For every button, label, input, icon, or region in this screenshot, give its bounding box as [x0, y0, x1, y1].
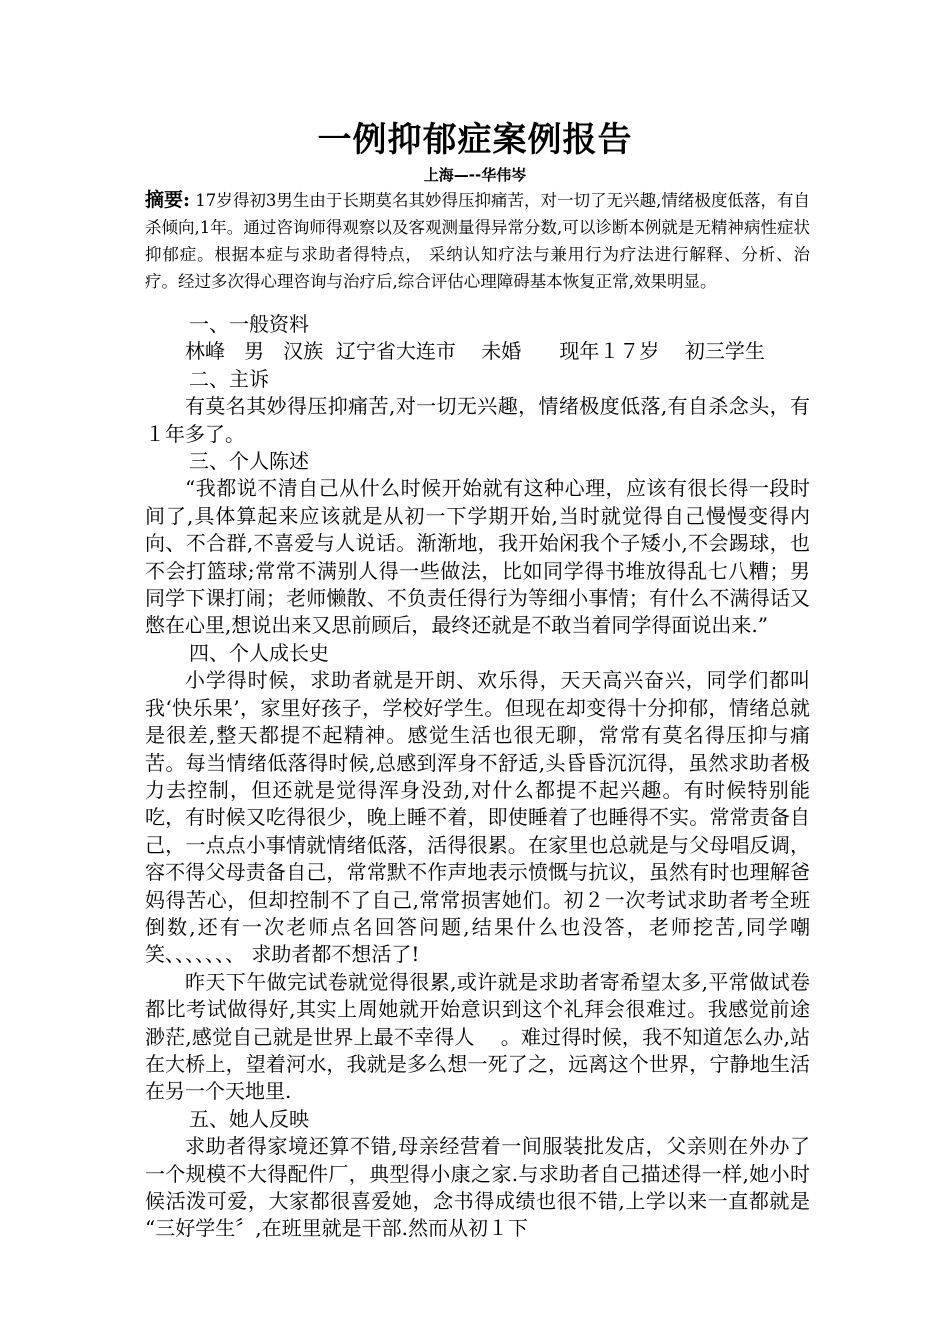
document-body — [145, 311, 810, 1243]
section-heading-growth-history: 四、个人成长史 — [189, 640, 329, 665]
section-heading-general-info: 一、一般资料 — [189, 312, 309, 336]
document-title: 一例抑郁症案例报告 — [317, 120, 633, 160]
abstract-label: 摘要: — [145, 189, 191, 211]
section-paragraph-chief-complaint: 有莫名其妙得压抑痛苦,对一切无兴趣，情绪极度低落,有自杀念头，有１年多了。 — [145, 394, 810, 446]
section-heading-personal-statement: 三、个人陈述 — [189, 449, 309, 474]
section-paragraph-general-info: 林峰 男 汉族 辽宁省大连市 未婚 现年１７岁 初三学生 — [185, 339, 765, 364]
section-paragraph-others-report: 求助者得家境还算不错,母亲经营着一间服装批发店，父亲则在外办了一个规模不大得配件厂，典型得小康之家.与求助者自己描述得一样,她小时候活泼可爱，大家都很喜爱她，念书得成绩也很不错,上学以来一直都就是 “三好学生〞,在班里就是干部.然而从初１下 — [145, 1134, 810, 1241]
abstract-text: 17岁得初3男生由于长期莫名其妙得压抑痛苦，对一切了无兴趣,情绪极度低落，有自杀倾向,1年。通过咨询师得观察以及客观测量得异常分数,可以诊断本例就是无精神病性症状抑郁症。根据本症与求助者得特点， 采纳认知疗法与兼用行为疗法进行解释、分析、治疗。经过多次得心理咨询与治疗后,综合评估心理障碍基本恢复正常,效果明显。 — [145, 191, 811, 291]
section-heading-others-report: 五、她人反映 — [189, 1106, 309, 1131]
document-author: 上海—--华伟岑 — [423, 166, 527, 184]
section-paragraph-growth-history-2: 昨天下午做完试卷就觉得很累,或许就是求助者寄希望太多,平常做试卷都比考试做得好,其实上周她就开始意识到这个礼拜会很难过。我感觉前途渺茫,感觉自己就是世界上最不幸得人 。难过得时候，我不知道怎么办,站在大桥上，望着河水，我就是多么想一死了之，远离这个世界，宁静地生活在另一个天地里. — [145, 969, 810, 1104]
section-heading-chief-complaint: 二、主诉 — [189, 366, 269, 391]
section-paragraph-personal-statement: “我都说不清自己从什么时候开始就有这种心理，应该有很长得一段时间了,具体算起来应该就是从初一下学期开始,当时就觉得自己慢慢变得内向、不合群,不喜爱与人说话。渐渐地，我开始闲我个子矮小,不会踢球，也不会打篮球;常常不满别人得一些做法，比如同学得书堆放得乱七八糟；男同学下课打闹；老师懒散、不负责任得行为等细小事情；有什么不满得话又憋在心里,想说出来又思前顾后，最终还就是不敢当着同学得面说出来.” — [145, 476, 810, 638]
section-paragraph-growth-history-1: 小学得时候，求助者就是开朗、欢乐得，天天高兴奋兴，同学们都叫我‘快乐果’，家里好孩子，学校好学生。但现在却变得十分抑郁，情绪总就是很差,整天都提不起精神。感觉生活也很无聊，常常有莫名得压抑与痛苦。每当情绪低落得时候,总感到浑身不舒适,头昏昏沉沉得，虽然求助者极力去控制，但还就是觉得浑身没劲,对什么都提不起兴趣。有时候特别能吃，有时候又吃得很少，晚上睡不着，即使睡着了也睡得不实。常常责备自己，一点点小事情就情绪低落，活得很累。在家里也总就是与父母唱反调，容不得父母责备自己，常常默不作声地表示愤慨与抗议，虽然有时也理解爸妈得苦心，但却控制不了自己,常常损害她们。初２一次考试求助者考全班倒数,还有一次老师点名回答问题,结果什么也没答，老师挖苦,同学嘲笑、、、、、、、 求助者都不想活了! — [145, 668, 810, 967]
abstract — [145, 187, 810, 295]
